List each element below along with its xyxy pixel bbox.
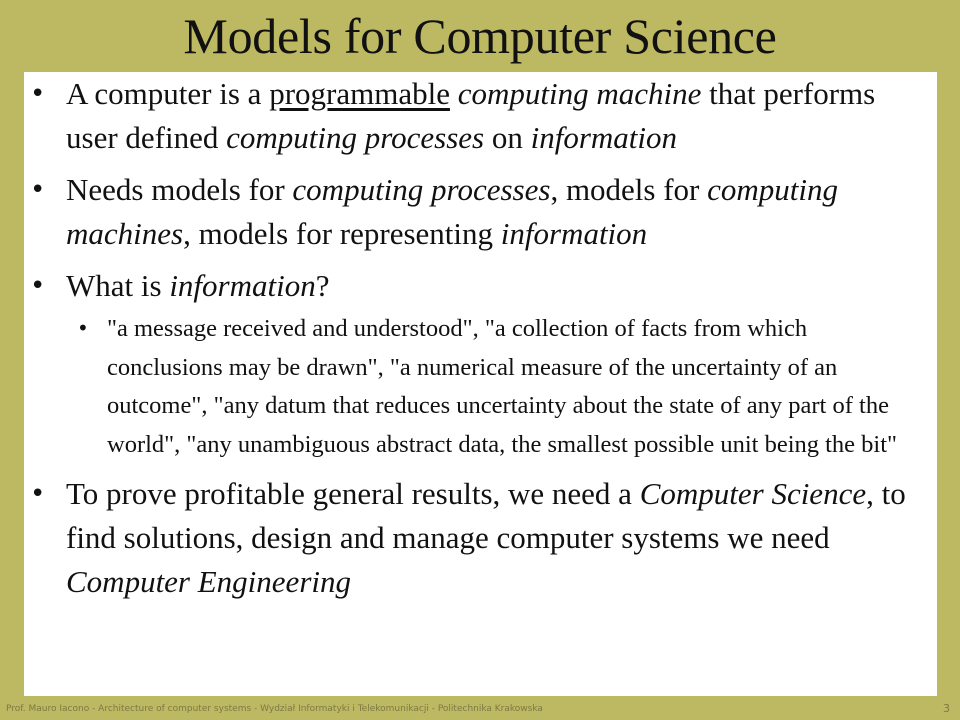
bullet-text: , to find solutions, design and manage computer systems we need	[66, 476, 906, 555]
bullet-text: Needs models for	[66, 172, 293, 207]
bullet-text: What is	[66, 268, 170, 303]
bullet-list	[24, 72, 937, 604]
bullet-text: , models for	[550, 172, 708, 207]
bullet-text: To prove profitable general results, we need a	[66, 476, 640, 511]
bullet-computer-definition	[66, 72, 925, 160]
bullet-text: A computer is a	[66, 76, 270, 111]
italic-term: information	[169, 268, 316, 303]
sub-bullet-list	[66, 310, 925, 464]
bullet-what-is-information	[66, 264, 925, 464]
bullet-text: that performs user defined	[66, 76, 876, 155]
italic-term: computing processes	[292, 172, 551, 207]
bullet-needs-models	[66, 168, 925, 256]
italic-term: Computer Science	[639, 476, 867, 511]
italic-term: computing machines	[66, 172, 839, 251]
italic-term: information	[500, 216, 648, 251]
underlined-term: programmable	[269, 76, 450, 111]
slide-footer: Prof. Mauro Iacono - Architecture of computer systems - Wydział Informatyki i Telekomunikacji - Politechnika Krakowska	[6, 704, 543, 714]
bullet-text: on	[484, 120, 531, 155]
slide-title: Models for Computer Science	[183, 8, 777, 64]
sub-bullet-information-definitions: • "a message received and understood", "a collection of facts from which conclusions may be drawn", "a numerical measure of the uncertainty of an outcome", "any datum that reduces uncertainty about the state of any part of the world", "any unambiguous abstract data, the smallest possible unit being the bit"	[107, 310, 925, 464]
page-number: 3	[943, 702, 950, 715]
content-panel	[24, 72, 937, 696]
bullet-text: ?	[315, 268, 330, 303]
bullet-text: , models for representing	[183, 216, 501, 251]
italic-term: Computer Engineering	[66, 564, 351, 599]
italic-term: information	[530, 120, 678, 155]
italic-term: computing machine	[457, 76, 702, 111]
bullet-computer-science	[66, 472, 925, 604]
italic-term: computing processes	[226, 120, 485, 155]
bullet-text	[450, 76, 458, 111]
